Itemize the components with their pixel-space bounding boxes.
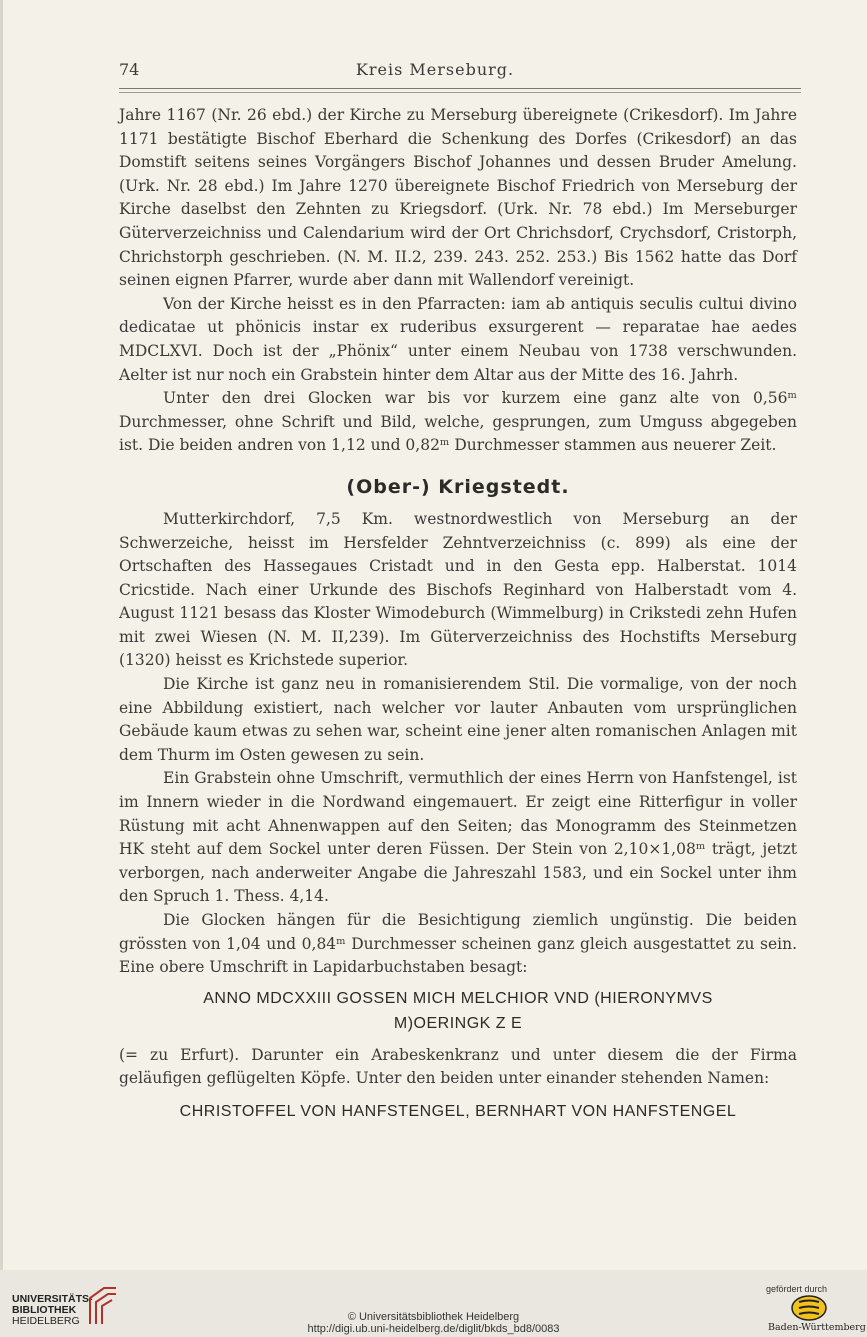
library-line: UNIVERSITÄTS-: [12, 1293, 93, 1305]
state-coat-of-arms-icon: [789, 1294, 829, 1322]
permalink-url[interactable]: http://digi.ub.uni-heidelberg.de/diglit/bkds_bd8/0083: [307, 1323, 560, 1335]
inscription-line: ANNO MDCXXIII GOSSEN MICH MELCHIOR VND (HIERONYMVS: [203, 989, 713, 1007]
inscription-line: M)OERINGK Z E: [393, 1014, 523, 1032]
library-line: HEIDELBERG: [12, 1315, 80, 1327]
paragraph: Von der Kirche heisst es in den Pfarracten: iam ab antiquis seculis cultui divino dedicatae ut phönicis instar ex ruderibus exsurgerent — reparatae hae aedes MDCLXVI. Doch ist der „Phönix“ unter einem Neubau von 1738 verschwunden. Aelter ist nur noch ein Grabstein hinter dem Altar aus der Mitte des 16. Jahrh.: [119, 294, 797, 384]
library-line: BIBLIOTHEK: [12, 1304, 77, 1316]
paragraph: Mutterkirchdorf, 7,5 Km. westnordwestlich von Merseburg an der Schwerzeiche, heisst im Hersfelder Zehntverzeichniss (c. 899) als eine der Ortschaften des Hassegaues Cristadt und in den Gesta epp. Halberstat. 1014 Cricstide. Nach einer Urkunde des Bischofs Reginhard von Halberstadt vom 4. August 1121 besass das Kloster Wimodeburch (Wimmelburg) in Crikstedi zehn Hufen mit zwei Wiesen (N. M. II,239). Im Güterverzeichniss des Hochstifts Merseburg (1320) heisst es Krichstede superior.: [119, 509, 797, 670]
copyright-text: © Universitätsbibliothek Heidelberg: [347, 1311, 520, 1323]
section-heading: (Ober-) Kriegstedt.: [346, 475, 570, 498]
names-line: CHRISTOFFEL VON HANFSTENGEL, BERNHART VON HANFSTENGEL: [179, 1102, 737, 1120]
copyright-block: [0, 1311, 867, 1335]
running-title: Kreis Merseburg.: [355, 60, 515, 79]
footer-bar: [0, 1276, 867, 1337]
paragraph: Unter den drei Glocken war bis vor kurzem eine ganz alte von 0,56ᵐ Durchmesser, ohne Schrift und Bild, welche, gesprungen, zum Umguss abgegeben ist. Die beiden andren von 1,12 und 0,82ᵐ Durchmesser stammen aus neuerer Zeit.: [119, 389, 797, 455]
funder-name: Baden-Württemberg: [768, 1322, 866, 1333]
paragraph: Jahre 1167 (Nr. 26 ebd.) der Kirche zu Merseburg übereignete (Crikesdorf). Im Jahre 1171 bestätigte Bischof Eberhard die Schenkung des Dorfes (Crikesdorf) an das Domstift seitens seines Vorgängers Bischof Johannes und dessen Bruder Amelung. (Urk. Nr. 28 ebd.) Im Jahre 1270 übereignete Bischof Friedrich von Merseburg der Kirche daselbst den Zehnten zu Kriegsdorf. (Urk. Nr. 78 ebd.) Im Merseburger Güterverzeichniss und Calendarium wird der Ort Chrichsdorf, Crychsdorf, Cristorph, Chrichstorph geschrieben. (N. M. II.2, 239. 243. 252. 253.) Bis 1562 hatte das Dorf seinen eignen Pfarrer, wurde aber dann mit Wallendorf vereinigt.: [119, 106, 797, 290]
paragraph: (= zu Erfurt). Darunter ein Arabeskenkranz und unter diesem die der Firma geläufigen geflügelten Köpfe. Unter den beiden unter einander stehenden Namen:: [119, 1045, 797, 1088]
paragraph: Ein Grabstein ohne Umschrift, vermuthlich der eines Herrn von Hanfstengel, ist im Innern wieder in die Nordwand eingemauert. Er zeigt eine Ritterfigur in voller Rüstung mit acht Ahnenwappen auf den Seiten; das Monogramm des Steinmetzen HK steht auf dem Sockel unter deren Füssen. Der Stein von 2,10×1,08ᵐ trägt, jetzt verborgen, nach anderweiter Angabe die Jahreszahl 1583, und ein Sockel unter ihm den Spruch 1. Thess. 4,14.: [119, 769, 797, 906]
header-rule-secondary: [119, 92, 801, 93]
header-rule: [119, 88, 801, 89]
page-body: [119, 104, 797, 1132]
paragraph: Die Kirche ist ganz neu in romanisierendem Stil. Die vormalige, von der noch eine Abbildung existiert, nach welcher vor lauter Anbauten vom ursprünglichen Gebäude kaum etwas zu sehen war, scheint eine jener alten romanischen Anlagen mit dem Thurm im Osten gewesen zu sein.: [119, 675, 797, 764]
paragraph: Die Glocken hängen für die Besichtigung ziemlich ungünstig. Die beiden grössten von 1,04 und 0,84ᵐ Durchmesser scheinen ganz gleich ausgestattet zu sein. Eine obere Umschrift in Lapidarbuchstaben besagt:: [119, 911, 797, 977]
page-number: 74: [119, 60, 140, 79]
funded-by-label: gefördert durch: [766, 1284, 828, 1294]
